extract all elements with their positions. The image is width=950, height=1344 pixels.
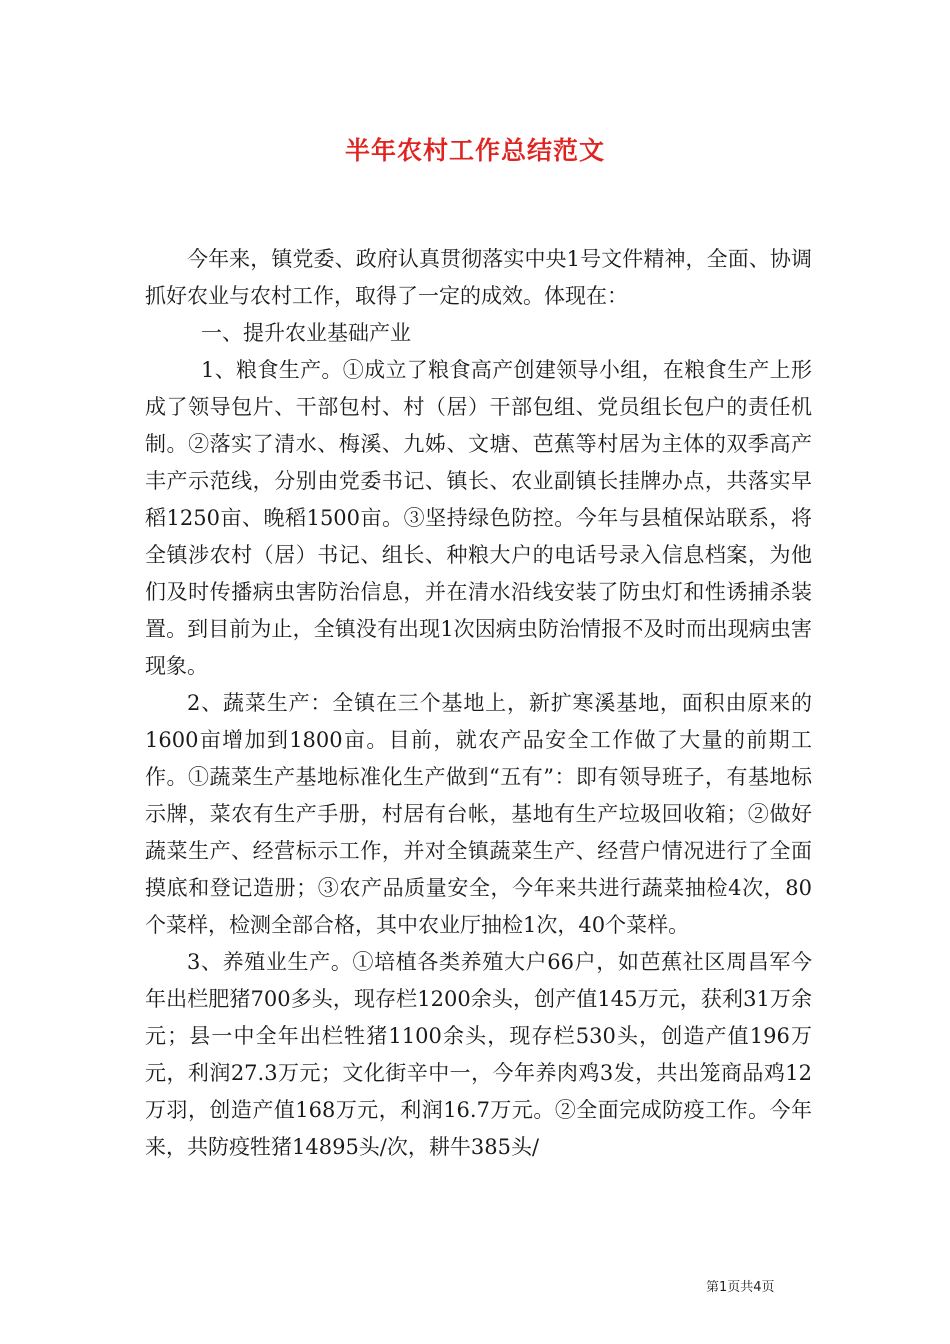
intro-paragraph: 今年来，镇党委、政府认真贯彻落实中央1号文件精神，全面、协调抓好农业与农村工作，取得了一定的成效。体现在： <box>145 247 812 308</box>
grain-paragraph: 1、粮食生产。①成立了粮食高产创建领导小组，在粮食生产上形成了领导包片、干部包村、村（居）干部包组、党员组长包户的责任机制。②落实了清水、梅溪、九姊、文塘、芭蕉等村居为主体的双季高产丰产示范线，分别由党委书记、镇长、农业副镇长挂牌办点，共落实早稻1250亩、晚稻1500亩。③坚持绿色防控。今年与县植保站联系，将全镇涉农村（居）书记、组长、种粮大户的电话号录入信息档案，为他们及时传播病虫害防治信息，并在清水沿线安装了防虫灯和性诱捕杀装置。到目前为止，全镇没有出现1次因病虫防治情报不及时而出现病虫害现象。 <box>145 358 812 678</box>
section-heading: 一、提升农业基础产业 <box>201 321 411 345</box>
document-body <box>145 241 812 1166</box>
page-number: 第1页共4页 <box>706 1280 775 1295</box>
livestock-paragraph: 3、养殖业生产。①培植各类养殖大户66户，如芭蕉社区周昌军今年出栏肥猪700多头，现存栏1200余头，创产值145万元，获利31万余元；县一中全年出栏牲猪1100余头，现存栏530头，创造产值196万元，利润27.3万元；文化街辛中一，今年养肉鸡3发，共出笼商品鸡12万羽，创造产值168万元，利润16.7万元。②全面完成防疫工作。今年来，共防疫牲猪14895头/次，耕牛385头/ <box>145 950 812 1159</box>
page-title: 半年农村工作总结范文 <box>344 136 605 165</box>
vegetable-paragraph: 2、蔬菜生产：全镇在三个基地上，新扩寒溪基地，面积由原来的1600亩增加到1800亩。目前，就农产品安全工作做了大量的前期工作。①蔬菜生产基地标准化生产做到“五有”：即有领导班子，有基地标示牌，菜农有生产手册，村居有台帐，基地有生产垃圾回收箱；②做好蔬菜生产、经营标示工作，并对全镇蔬菜生产、经营户情况进行了全面摸底和登记造册；③农产品质量安全，今年来共进行蔬菜抽检4次，80个菜样，检测全部合格，其中农业厅抽检1次，40个菜样。 <box>145 691 812 937</box>
